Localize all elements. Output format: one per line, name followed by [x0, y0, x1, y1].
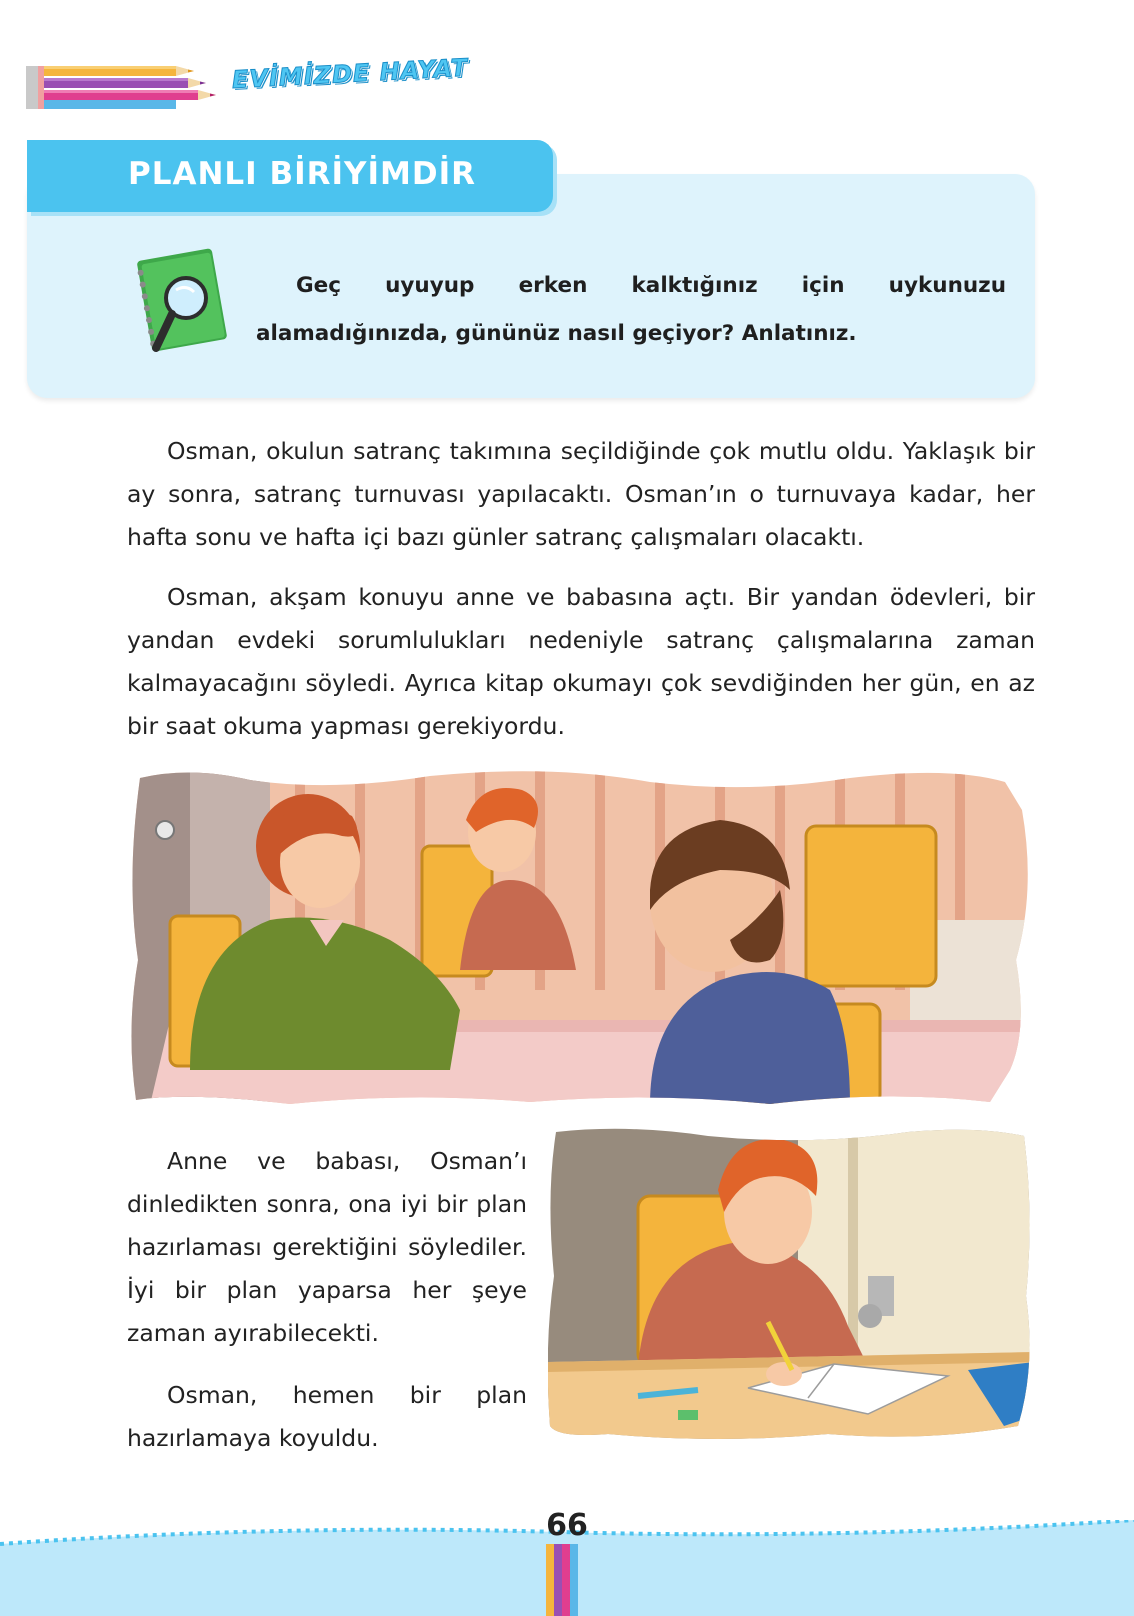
series-title: EVİMİZDE HAYAT — [231, 53, 469, 94]
story-paragraph-1: Osman, okulun satranç takımına seçildiğinde çok mutlu oldu. Yaklaşık bir ay sonra, satranç turnuvası yapılacaktı. Osman’ın o turnuvaya kadar, her hafta sonu ve hafta içi bazı günler satranç çalışmaları olacaktı. — [127, 437, 1035, 551]
notebook-magnifier-icon — [130, 248, 230, 366]
pencils-icon — [26, 62, 226, 110]
story-paragraph-3: Anne ve babası, Osman’ı dinledikten sonra, ona iyi bir plan hazırlaması gerektiğini söylediler. İyi bir plan yaparsa her şeye zaman ayırabilecekti. — [127, 1147, 527, 1347]
page-number: 66 — [546, 1508, 588, 1543]
boy-writing-plan-illustration — [548, 1126, 1034, 1444]
story-paragraph-4: Osman, hemen bir plan hazırlamaya koyuldu. — [127, 1381, 527, 1452]
section-title: PLANLI BİRİYİMDİR — [128, 156, 477, 192]
intro-question: Geç uyuyup erken kalktığınız için uykunuzu alamadığınızda, gününüz nasıl geçiyor? Anlatınız. — [256, 273, 1006, 346]
story-paragraph-2: Osman, akşam konuyu anne ve babasına açtı. Bir yandan ödevleri, bir yandan evdeki sorumlulukları nedeniyle satranç çalışmalarına zaman kalmayacağını söyledi. Ayrıca kitap okumayı çok sevdiğinden her gün, en az bir saat okuma yapması gerekiyordu. — [127, 583, 1035, 740]
family-table-illustration — [130, 770, 1035, 1105]
